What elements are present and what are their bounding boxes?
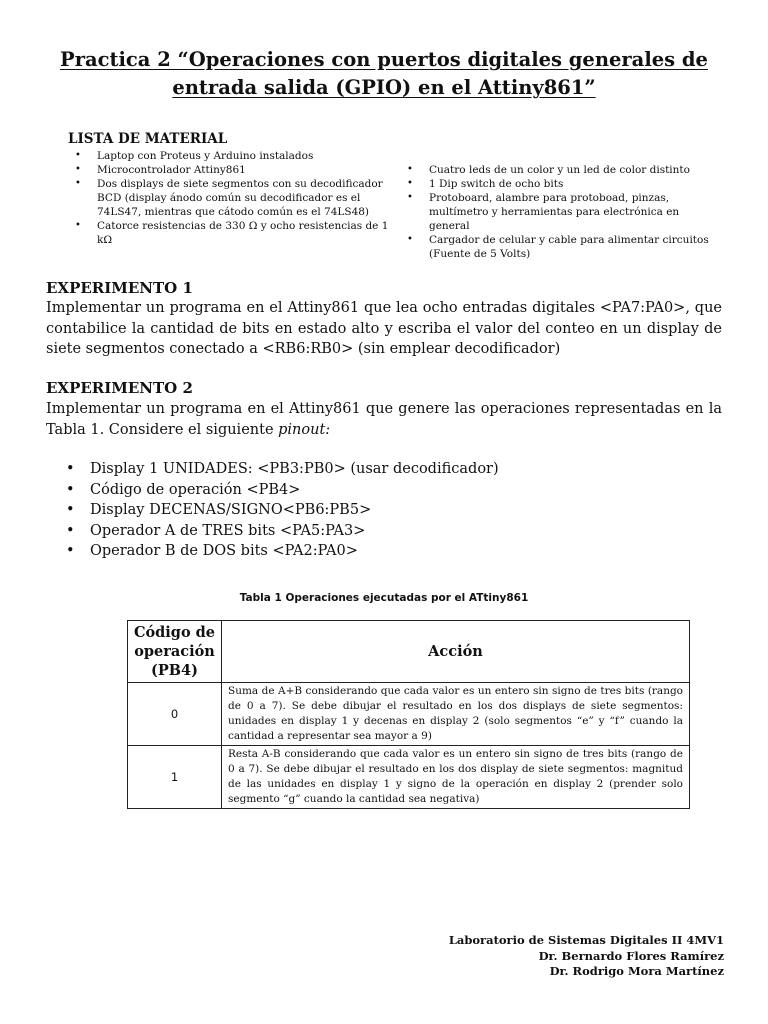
material-list-heading: LISTA DE MATERIAL [68, 131, 228, 147]
header-code: Código de operación (PB4) [128, 621, 222, 683]
material-item: • Protoboard, alambre para protoboad, pinzas, multímetro y herramientas para electrónica en general [401, 191, 721, 233]
pinout-item: • Display DECENAS/SIGNO<PB6:PB5> [66, 500, 499, 521]
page-title: Practica 2 “Operaciones con puertos digitales generales de entrada salida (GPIO) en el Attiny861” [60, 48, 708, 99]
table-row [128, 683, 690, 746]
material-item: • Microcontrolador Attiny861 [69, 163, 389, 177]
material-item: • Catorce resistencias de 330 Ω y ocho resistencias de 1 kΩ [69, 219, 389, 247]
material-list-right [401, 163, 721, 261]
footer-lab: Laboratorio de Sistemas Digitales II 4MV1 [448, 933, 724, 947]
table-caption: Tabla 1 Operaciones ejecutadas por el ATtiny861 [239, 592, 529, 604]
row-action: Suma de A+B considerando que cada valor es un entero sin signo de tres bits (rango de 0 a 7). Se debe dibujar el resultado en los dos displays de siete segmentos: unidades en display 1 y decenas en display 2 (solo segmentos “e” y “f” cuando la cantidad a representar sea mayor a 9) [222, 683, 690, 746]
operations-table [127, 620, 690, 809]
row-code: 1 [128, 746, 222, 809]
header-action: Acción [222, 621, 690, 683]
pinout-item: • Display 1 UNIDADES: <PB3:PB0> (usar decodificador) [66, 459, 499, 480]
footer-author-2: Dr. Rodrigo Mora Martínez [549, 964, 724, 978]
material-item: • Cargador de celular y cable para alimentar circuitos (Fuente de 5 Volts) [401, 233, 721, 261]
row-code: 0 [128, 683, 222, 746]
footer-author-1: Dr. Bernardo Flores Ramírez [538, 948, 724, 963]
pinout-list [66, 459, 499, 562]
table-header-row [128, 621, 690, 683]
table-row [128, 746, 690, 809]
experiment2-text [46, 399, 722, 440]
material-item: • Cuatro leds de un color y un led de color distinto [401, 163, 721, 177]
pinout-item: • Operador B de DOS bits <PA2:PA0> [66, 541, 499, 562]
material-list-left [69, 149, 389, 247]
experiment1-heading: EXPERIMENTO 1 [46, 279, 193, 297]
experiment1-text: Implementar un programa en el Attiny861 que lea ocho entradas digitales <PA7:PA0>, que contabilice la cantidad de bits en estado alto y escriba el valor del conteo en un display de siete segmentos conectado a <RB6:RB0> (sin emplear decodificador) [46, 300, 722, 357]
pinout-item: • Operador A de TRES bits <PA5:PA3> [66, 521, 499, 542]
experiment2-text-main: Implementar un programa en el Attiny861 que genere las operaciones representadas en la Tabla 1. Considere el siguiente [46, 401, 722, 438]
experiment2-heading: EXPERIMENTO 2 [46, 379, 193, 397]
row-action: Resta A-B considerando que cada valor es un entero sin signo de tres bits (rango de 0 a 7). Se debe dibujar el resultado en los dos display de siete segmentos: magnitud de las unidades en display 1 y signo de la operación en display 2 (prender solo segmento “g” cuando la cantidad sea negativa) [222, 746, 690, 809]
material-item: • Dos displays de siete segmentos con su decodificador BCD (display ánodo común su decodificador es el 74LS47, mientras que cátodo común es el 74LS48) [69, 177, 389, 219]
pinout-item: • Código de operación <PB4> [66, 480, 499, 501]
experiment2-text-italic: pinout: [278, 421, 331, 438]
material-item: • Laptop con Proteus y Arduino instalados [69, 149, 389, 163]
material-item: • 1 Dip switch de ocho bits [401, 177, 721, 191]
footer [300, 933, 724, 980]
